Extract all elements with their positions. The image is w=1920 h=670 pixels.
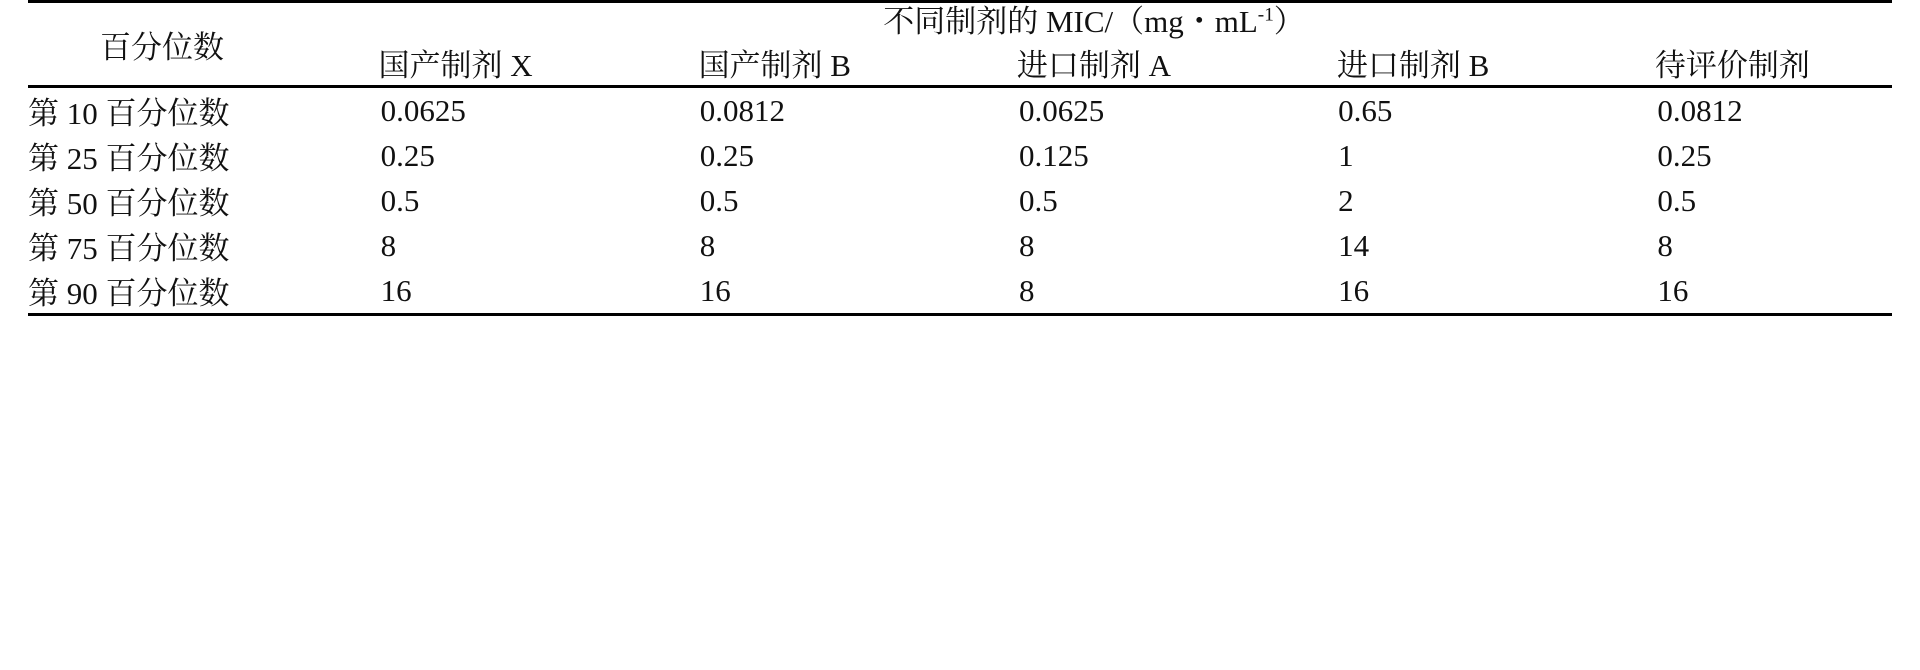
cell-value: 8 [699,227,716,263]
cell-2-0 [296,178,615,223]
column-header-2: 进口制剂 A [1016,48,1172,84]
cell-2-4 [1573,178,1892,223]
table-row [28,223,1892,268]
cell-value: 0.65 [1338,92,1393,128]
cell-value: 0.5 [699,182,739,218]
column-header-1: 国产制剂 B [698,48,851,84]
cell-1-3 [1254,133,1573,178]
cell-0-1 [615,87,934,134]
table-row [28,87,1892,134]
cell-1-4 [1573,133,1892,178]
cell-4-3 [1254,268,1573,315]
group-header-prefix: 不同制剂的 MIC/（mg・mL [883,4,1258,39]
cell-value: 8 [380,227,397,263]
table-body [28,87,1892,315]
cell-2-1 [615,178,934,223]
cell-0-0 [296,87,615,134]
table-row [28,133,1892,178]
group-header-superscript: -1 [1257,4,1274,26]
mic-percentile-table [28,0,1892,316]
cell-value: 8 [1657,227,1673,263]
row-label-3: 第 75 百分位数 [28,231,230,267]
cell-1-0 [296,133,615,178]
cell-0-2 [934,87,1253,134]
cell-value: 8 [1018,272,1035,308]
row-header-label: 百分位数 [100,29,224,65]
cell-value: 1 [1338,137,1354,173]
header-row-columns [28,40,1892,87]
cell-value: 0.5 [380,182,420,218]
cell-value: 0.0625 [1018,92,1105,128]
cell-value: 16 [699,272,731,308]
row-label-2: 第 50 百分位数 [28,186,230,222]
cell-value: 0.0812 [1657,92,1743,128]
cell-value: 16 [380,272,412,308]
cell-4-1 [615,268,934,315]
cell-value: 0.5 [1657,182,1697,218]
cell-value: 16 [1338,272,1370,308]
row-label-4: 第 90 百分位数 [28,276,230,312]
header-row-group [28,2,1892,41]
cell-value: 2 [1338,182,1354,218]
table-head [28,2,1892,87]
row-label-0: 第 10 百分位数 [28,96,230,132]
group-header-cell [296,2,1892,41]
cell-3-0 [296,223,615,268]
table-row [28,178,1892,223]
cell-4-4 [1573,268,1892,315]
cell-4-0 [296,268,615,315]
cell-3-2 [934,223,1253,268]
cell-value: 0.5 [1018,182,1058,218]
cell-3-3 [1254,223,1573,268]
cell-3-1 [615,223,934,268]
cell-value: 0.0812 [699,92,786,128]
cell-value: 8 [1018,227,1035,263]
column-header-0: 国产制剂 X [378,48,533,84]
cell-0-4 [1573,87,1892,134]
cell-value: 0.25 [699,137,755,173]
cell-1-2 [934,133,1253,178]
table-row [28,268,1892,315]
column-header-3: 进口制剂 B [1336,48,1490,84]
cell-2-3 [1254,178,1573,223]
cell-value: 0.25 [380,137,435,173]
cell-value: 14 [1338,227,1370,263]
cell-value: 0.25 [1657,137,1712,173]
group-header-suffix: ） [1273,4,1305,39]
cell-value: 0.0625 [380,92,466,128]
cell-2-2 [934,178,1253,223]
cell-value: 16 [1657,272,1689,308]
column-header-4: 待评价制剂 [1654,48,1810,84]
cell-value: 0.125 [1018,137,1089,173]
cell-0-3 [1254,87,1573,134]
row-label-1: 第 25 百分位数 [28,141,230,177]
cell-3-4 [1573,223,1892,268]
cell-4-2 [934,268,1253,315]
cell-1-1 [615,133,934,178]
